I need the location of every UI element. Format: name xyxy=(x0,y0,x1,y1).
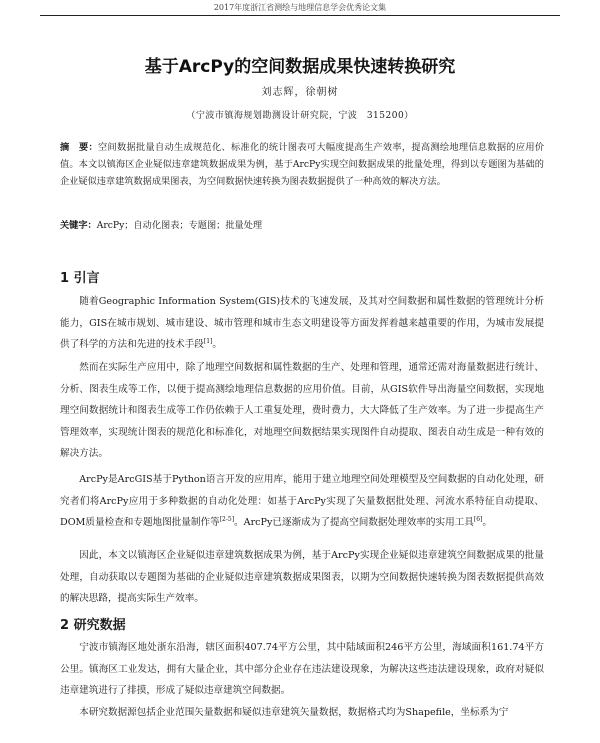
intro-paragraph: 然而在实际生产应用中，除了地理空间数据和属性数据的生产、处理和管理，通常还需对海量数据进行统计、分析、图表生成等工作，以便于提高测绘地理信息数据的应用价值。目前，从GIS软件导出海量空间数据，实现地理空间数据统计和图表生成等工作仍依赖于人工重复处理，费时费力，大大降低了生产效率。为了进一步提高生产管理效率，实现统计图表的规范化和标准化，对地理空间数据结果实现图件自动提取、图表自动生成是一种有效的解决方法。 xyxy=(60,362,544,459)
abstract-label: 摘 要： xyxy=(60,142,98,153)
paper-affiliation: （宁波市镇海规划勘测设计研究院，宁波 315200） xyxy=(186,111,414,121)
citation: [6] xyxy=(473,515,483,523)
section-heading-research-data: 2 研究数据 xyxy=(60,618,126,633)
section-heading-introduction: 1 引言 xyxy=(60,271,100,286)
running-header: 2017年度浙江省测绘与地理信息学会优秀论文集 xyxy=(40,2,560,16)
paper-title: 基于ArcPy的空间数据成果快速转换研究 xyxy=(144,57,456,77)
keywords-text: ArcPy；自动化图表；专题图；批量处理 xyxy=(96,220,263,231)
keywords xyxy=(60,217,544,234)
data-paragraph: 宁波市镇海区地处浙东沿海，辖区面积407.74平方公里，其中陆域面积246平方公里，海域面积161.74平方公里。镇海区工业发达，拥有大量企业，其中部分企业存在违法建设现象，为解决这些违法建设现象，政府对疑似违章建筑进行了排摸，形成了疑似违章建筑空间数据。 xyxy=(60,642,544,696)
keywords-label: 关键字： xyxy=(60,220,97,231)
intro-paragraph: ArcPy是ArcGIS基于Python语言开发的应用库，能用于建立地理空间处理模型及空间数据的自动化处理，研究者们将ArcPy应用于多种数据的自动化处理：如基于ArcPy实现了矢量数据批处理、河流水系特征自动提取、DOM质量检查和专题地图批量制作等[2-5]。ArcPy已逐渐成为了提高空间数据处理效率的实用工具[6]。 xyxy=(60,474,544,528)
citation: [2-5] xyxy=(219,515,235,523)
intro-paragraph: 随着Geographic Information System(GIS)技术的飞速发展，及其对空间数据和属性数据的管理统计分析能力，GIS在城市规划、城市建设、城市管理和城市生态文明建设等方面发挥着越来越重要的作用，为城市发展提供了科学的方法和先进的技术手段[1]。 xyxy=(60,296,544,350)
paper-authors: 刘志辉，徐朝树 xyxy=(261,87,339,98)
abstract xyxy=(60,139,544,190)
abstract-text: 空间数据批量自动生成规范化、标准化的统计图表可大幅度提高生产效率，提高测绘地理信息数据的应用价值。本文以镇海区企业疑似违章建筑数据成果为例，基于ArcPy实现空间数据成果的批量处理，得到以专题图为基础的企业疑似违章建筑数据成果图表，为空间数据快速转换为图表数据提供了一种高效的解决方法。 xyxy=(60,142,545,187)
data-paragraph: 本研究数据源包括企业范围矢量数据和疑似违章建筑矢量数据，数据格式均为Shapefile，坐标系为宁 xyxy=(79,707,509,718)
citation: [1] xyxy=(203,337,213,345)
intro-paragraph: 因此，本文以镇海区企业疑似违章建筑数据成果为例，基于ArcPy实现企业疑似违章建筑空间数据成果的批量处理，自动获取以专题图为基础的企业疑似违章建筑数据成果图表，以期为空间数据快速转换为图表数据提供高效的解决思路，提高实际生产效率。 xyxy=(60,550,544,604)
